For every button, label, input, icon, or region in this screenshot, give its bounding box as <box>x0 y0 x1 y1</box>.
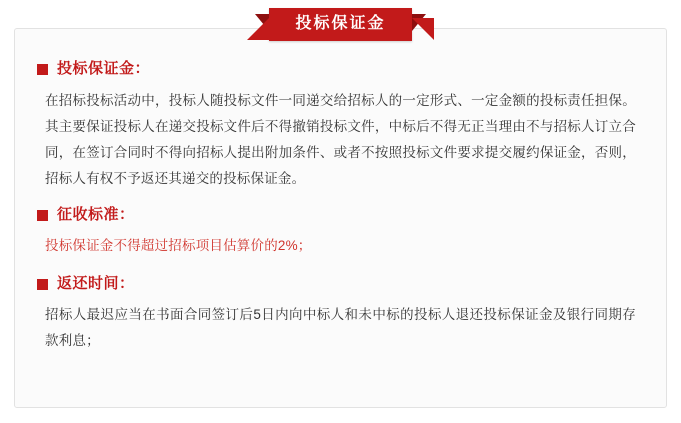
section-heading <box>37 59 644 79</box>
section-deposit-definition <box>37 59 644 193</box>
section-heading <box>37 274 644 294</box>
square-bullet-icon <box>37 279 48 290</box>
section-title: 返还时间： <box>57 274 135 292</box>
section-heading <box>37 205 644 225</box>
banner-container <box>0 8 681 46</box>
section-collection-standard <box>37 205 644 260</box>
section-title: 征收标准： <box>57 205 135 223</box>
section-body: 招标人最迟应当在书面合同签订后5日内向中标人和未中标的投标人退还投标保证金及银行同期存款利息； <box>45 307 636 349</box>
banner-title: 投标保证金 <box>269 8 411 41</box>
ribbon-tail-left <box>247 18 269 40</box>
content-card <box>14 28 667 408</box>
square-bullet-icon <box>37 64 48 75</box>
section-title: 投标保证金： <box>57 60 151 77</box>
ribbon-tail-right <box>412 18 434 40</box>
square-bullet-icon <box>37 210 48 221</box>
section-return-time <box>37 274 644 355</box>
section-body: 投标保证金不得超过招标项目估算价的2%； <box>45 238 312 254</box>
section-body: 在招标投标活动中，投标人随投标文件一同递交给招标人的一定形式、一定金额的投标责任担保。其主要保证投标人在递交投标文件后不得撤销投标文件，中标后不得无正当理由不与招标人订立合同，在签订合同时不得向招标人提出附加条件、或者不按照投标文件要求提交履约保证金，否则，招标人有权不予返还其递交的投标保证金。 <box>45 92 636 187</box>
